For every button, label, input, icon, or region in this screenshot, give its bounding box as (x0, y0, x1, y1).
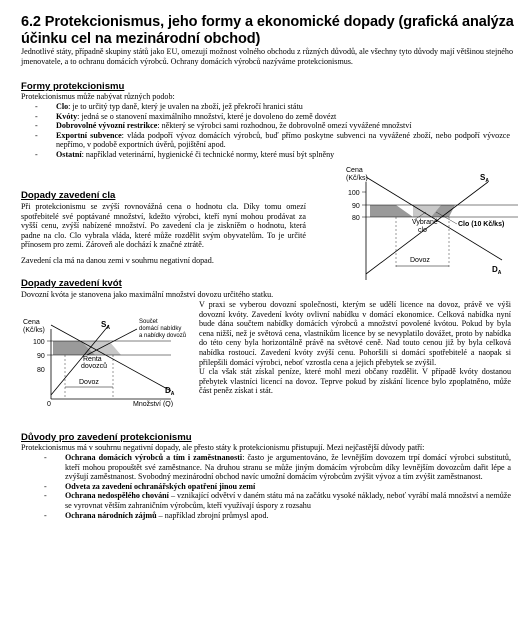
section-heading-tariff: Dopady zavedení cla (21, 190, 116, 201)
supply-label: $S_A$ (480, 173, 489, 184)
quota-paragraph: V praxi se vyberou dovozní společnosti, kterým se udělí licence na dovoz, právě ve výši dovozní kvóty. Zavedení kvóty ovlivní nabídku v domácí ekonomice. Celková nabídka nyní bude dána součtem nabídky domácích výrobců a množství povolené kvótou. Pokud by byla cena nižší, než je světová cena, vlastníkům licence by se nevyplatilo dovážet, proto by nabídka do této ceny byla horizontálně právě na světové ceně. Nad touto cenou již by byla celková nabídka rostoucí. Zavedení kvóty zvýší cenu. Pohoršili si domácí spotřebitelé a naopak si přilepšili domácí výrobci, neboť vzrostla cena a jejich přebytek se zvýšil. U cla však stát získal peníze, které mohl mezi občany rozdělit. V případě kvóty dostanou přebytek vlastníci licencí na dovoz. Teprve pokud by získání licence bylo zpoplatněno, může část peněz získat i stát. (21, 300, 511, 400)
x-axis-label: Množství (Q) (133, 401, 174, 407)
section-heading-reasons: Důvody pro zavedení protekcionismu (21, 432, 192, 443)
tariff-amount-label: Clo (10 Kč/ks) (458, 221, 505, 228)
import-rent-label: Renta (83, 356, 102, 363)
tariff-paragraph: Při protekcionismu se zvýší rovnovážná cena o hodnotu cla. Díky tomu omezí spotřebitelé své poptávané množství, kdežto výrobci, kteří nyní mohou prodávat za vyšší cenu, zvýší nabízené množství. Po zavedení cla je ziskníěm o hodnotu, která padne na clo. Clo vybrala vláda, které může rozdělit svým obyvatelům. To je určité přínosem pro zemi. Zároveň ale dochází k značné ztrátě. (21, 202, 306, 250)
reasons-lead: Protekcionismus má v souhrnu negativní dopady, ale přesto státy k protekcionismu přistupují. Mezi nejčastější důvody patří: (21, 443, 425, 452)
list-item: - Dobrovolné vývozní restrikce: některý se výrobci sami rozhodnou, že dobrovolně omezí vyvážené množství (46, 121, 510, 131)
page-title: 6.2 Protekcionismus, jeho formy a ekonomické dopady (grafická analýza účinku cel na mezinárodní obchod) (21, 14, 514, 47)
list-item: - Clo: je to určitý typ daně, který je uvalen na zboží, jež překročí hranici státu (46, 102, 510, 112)
tick-label: 90 (352, 203, 360, 210)
demand-label: $D_A$ (165, 386, 175, 397)
forms-lead: Protekcionismus může nabývat různých podob: (21, 92, 175, 101)
price-axis-label: Cena (23, 319, 40, 326)
loss-area-left (370, 205, 413, 217)
origin-label: 0 (47, 401, 51, 407)
total-supply-label: Součet (139, 319, 158, 325)
import-label: Dovoz (79, 379, 99, 386)
list-item: - Ochrana národních zájmů – například zbrojní průmysl apod. (55, 511, 511, 521)
list-item: - Odveta za zavedení ochranářských opatření jinou zemí (55, 482, 511, 492)
section-heading-forms: Formy protekcionismu (21, 81, 125, 92)
import-rent-label: dovozců (81, 363, 108, 370)
list-item: - Exportní subvence: vláda podpoří vývoz domácích výrobců, buď přímo poskytne subvenci na vyvážené zboží, nebo podpoří vývozce nepřímo, v podobě exportních úvěrů, pojištění apod. (46, 131, 510, 150)
price-axis-unit: (Kč/ks) (23, 327, 45, 334)
list-item: - Ostatní: například veterinární, hygienické či technické normy, které musí být splněny (46, 150, 336, 160)
total-supply-label: a nabídky dovozů (139, 333, 187, 339)
forms-list (46, 102, 510, 160)
quota-chart (21, 315, 199, 407)
supply-label: $S_A$ (101, 320, 110, 331)
tick-label: 100 (33, 339, 45, 346)
reasons-list (55, 453, 511, 520)
list-item: - Ochrana nedospělého chování – vznikající odvětví v daném státu má na začátku vysoké náklady, neboť vyrábí malá množství a nemůže se vyrovnat větším zahraničním výrobcům, kteří využívají úspory z rozsahu (55, 491, 511, 510)
price-axis-label: Cena (346, 167, 363, 174)
list-item: - Ochrana domácích výrobců a tím i zaměstnanosti: často je argumentováno, že levnějším dovozem trpí domácí výrobci substitutů, kteří mohou propouštět své zaměstnance. Na druhou stranu se může jiným domácím výrobcům díky levnějším dovozcům dařit lépe a zvýšují zaměstnanost. Svobodný mezinárodní obchod navíc umožní domácím výrobcům zvýšit vývoz a tím zvýšit zaměstnanost. (55, 453, 511, 482)
list-item: - Kvóty: jedná se o stanovení maximálního množství, které je dovoleno do země dovézt (46, 112, 510, 122)
section-heading-quota: Dopady zavedení kvót (21, 278, 122, 289)
total-supply-label: domácí nabídky (139, 326, 182, 332)
import-label: Dovoz (410, 257, 430, 264)
tariff-summary: Zavedení cla má na danou zemi v souhrnu negativní dopad. (21, 256, 214, 265)
intro-paragraph: Jednotlivé státy, případně skupiny států jako EU, omezují možnost volného obchodu z různých důvodů, ale všechny tyto důvody mají většinou stejného jmenovatele, a to ochranu domácích výrobců. Ochrany domácích výrobců nazýváme protekcionismus. (21, 47, 513, 66)
tick-label: 80 (37, 367, 45, 374)
tick-label: 80 (352, 215, 360, 222)
tick-label: 100 (348, 190, 360, 197)
quota-definition: Dovozní kvóta je stanovena jako maximální množství dovozu určitého statku. (21, 290, 274, 299)
demand-label: $D_A$ (492, 265, 502, 276)
tariff-revenue-label: clo (418, 227, 427, 234)
tariff-revenue-label: Vybrané (412, 219, 438, 226)
price-axis-unit: (Kč/ks) (346, 175, 368, 182)
tariff-chart (318, 162, 522, 284)
tick-label: 90 (37, 353, 45, 360)
